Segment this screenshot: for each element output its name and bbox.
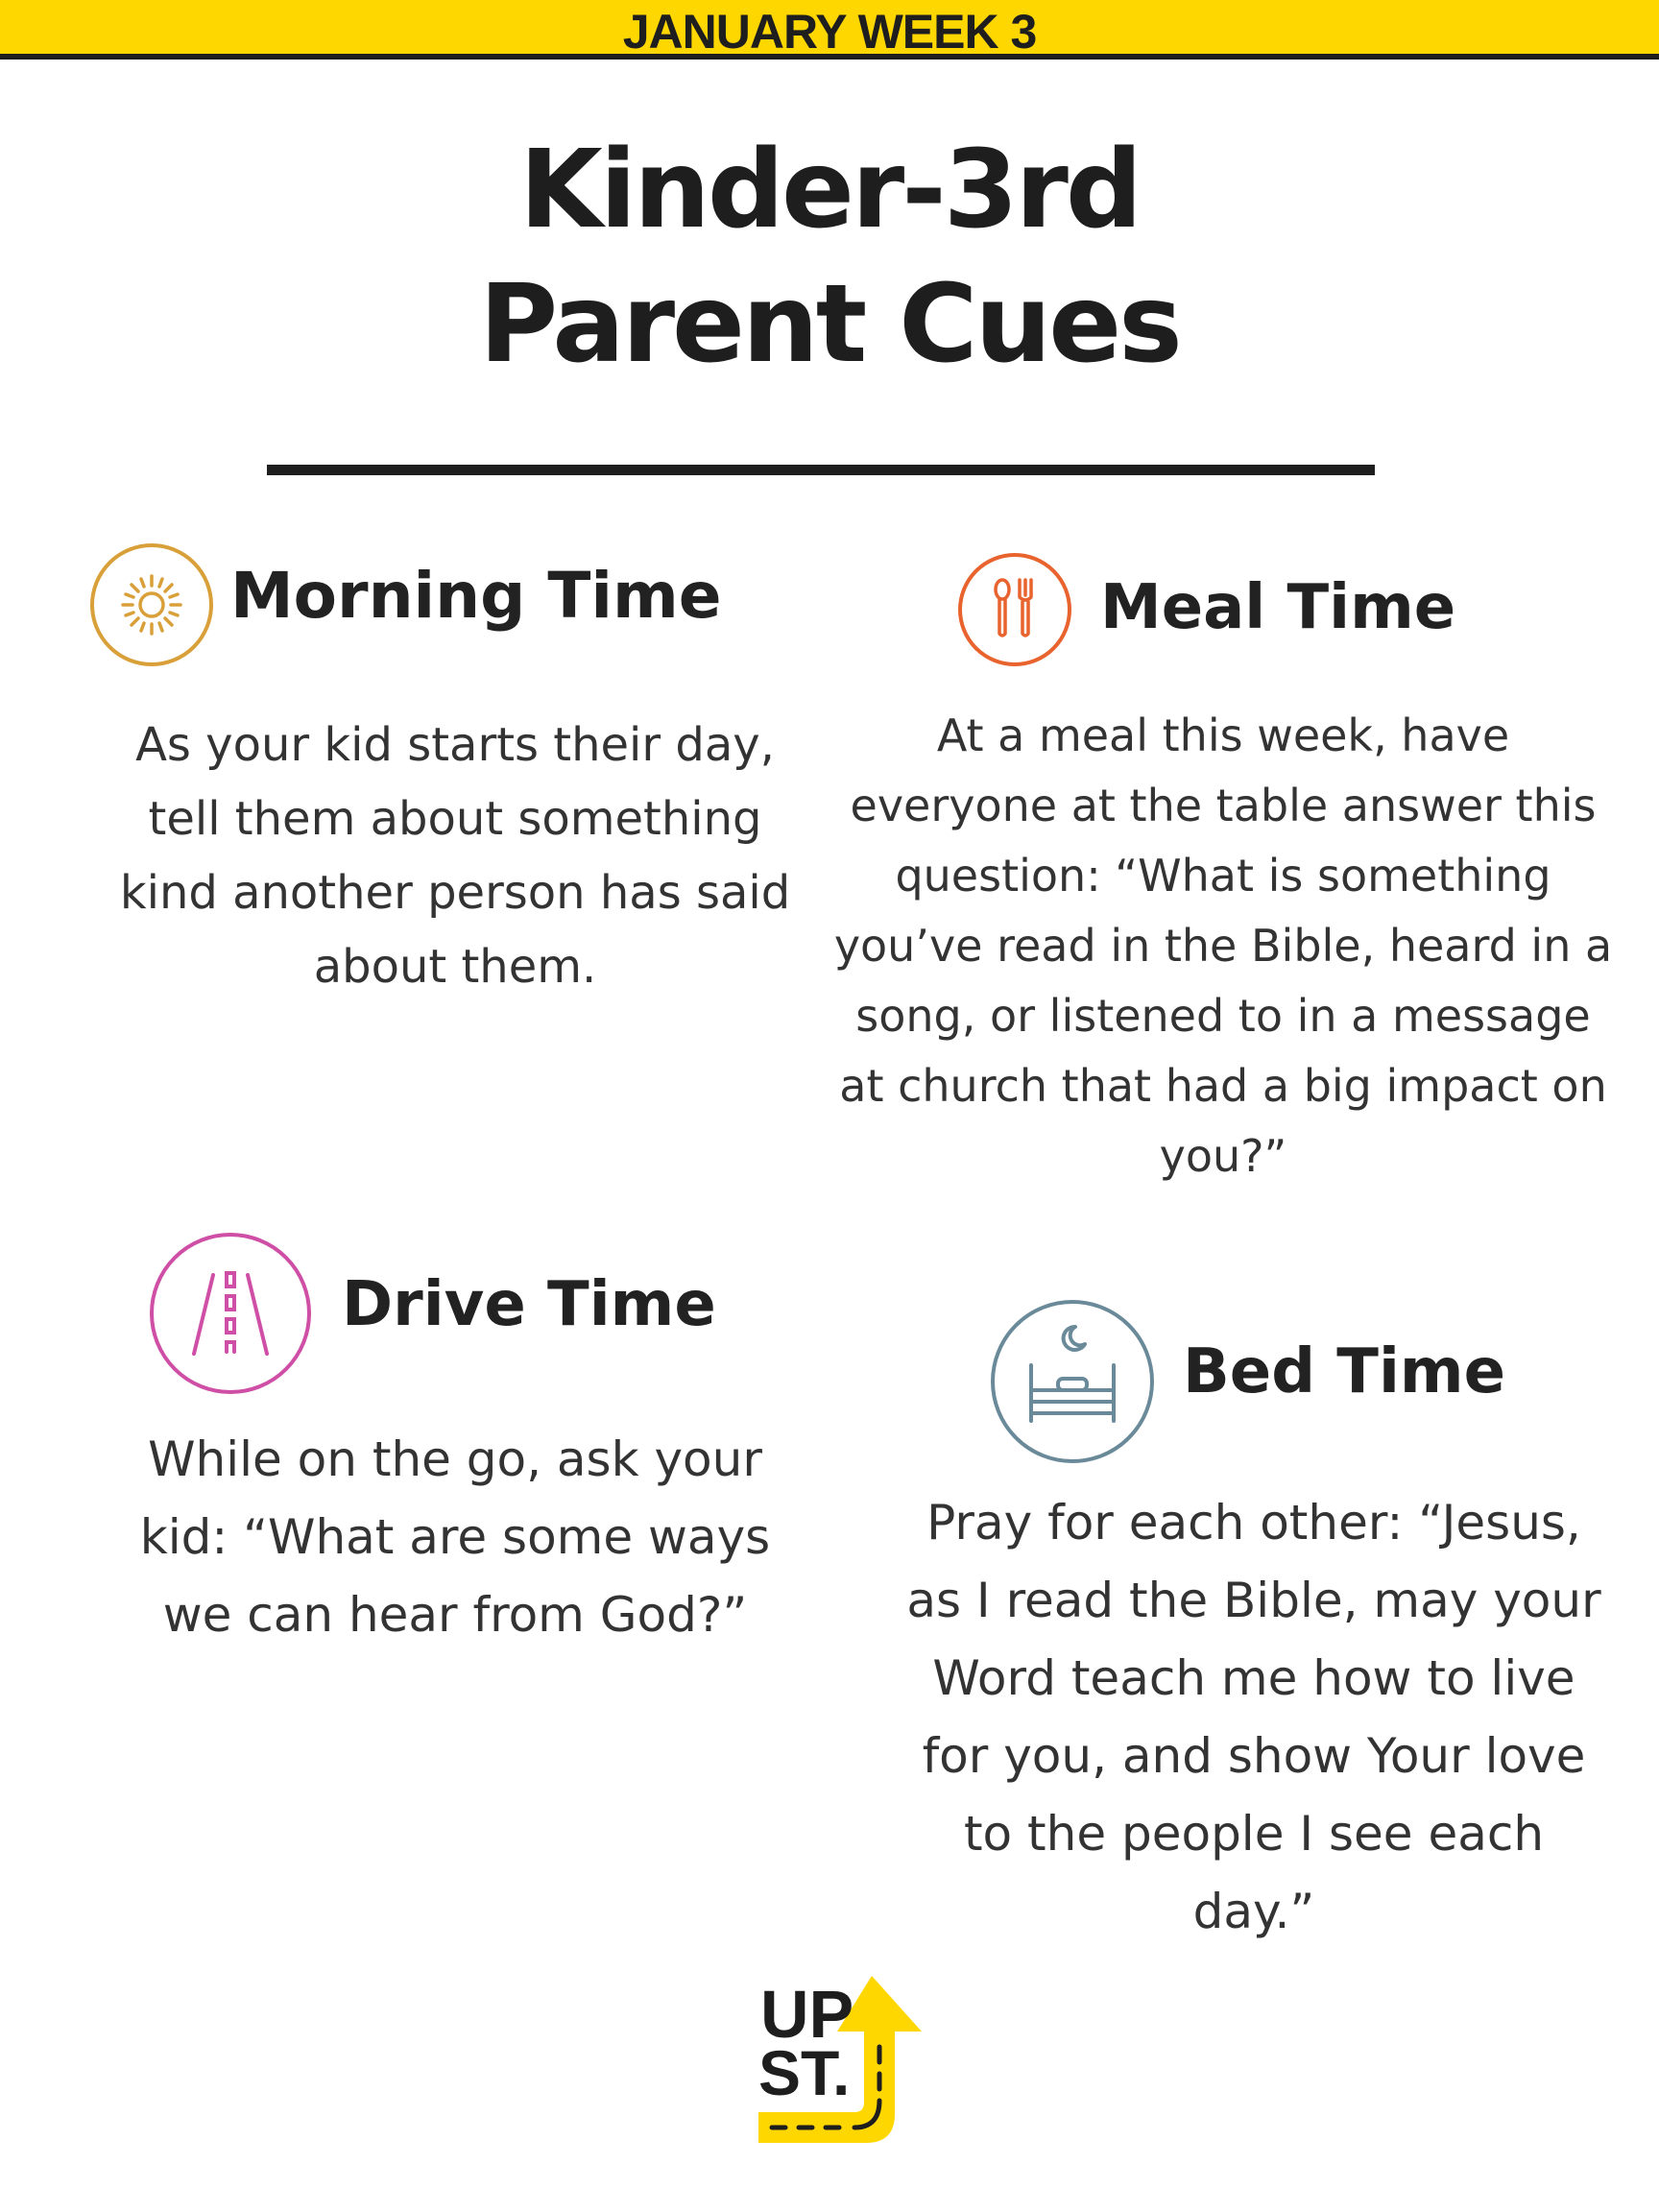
text-line: day.”	[1192, 1884, 1315, 1939]
page-title-line-1: Kinder-3rd	[518, 128, 1141, 252]
text-line: everyone at the table answer this	[850, 780, 1597, 831]
week-banner	[0, 0, 1659, 60]
page-title-line-2: Parent Cues	[479, 262, 1180, 387]
text-line: as I read the Bible, may your	[906, 1573, 1601, 1628]
upstreet-logo	[751, 1970, 931, 2149]
morning-time-heading: Morning Time	[230, 559, 722, 633]
morning-time-text	[88, 709, 822, 1004]
text-line: you’ve read in the Bible, heard in a	[833, 920, 1613, 972]
text-line: song, or listened to in a message	[855, 990, 1591, 1042]
text-line: for you, and show Your love	[922, 1728, 1586, 1784]
bed-icon	[989, 1298, 1156, 1465]
bed-time-heading: Bed Time	[1183, 1336, 1505, 1407]
utensils-icon	[956, 551, 1073, 668]
logo-text-up: UP	[760, 1977, 854, 2052]
meal-time-heading: Meal Time	[1100, 572, 1456, 643]
text-line: we can hear from God?”	[162, 1587, 748, 1643]
text-line: While on the go, ask your	[148, 1431, 762, 1487]
road-icon	[148, 1231, 313, 1396]
text-line: to the people I see each	[963, 1806, 1545, 1862]
logo-text-st: ST.	[758, 2037, 851, 2108]
text-line: at church that had a big impact on	[839, 1060, 1607, 1112]
text-line: At a meal this week, have	[936, 709, 1510, 761]
text-line: kind another person has said	[119, 866, 791, 920]
text-line: Word teach me how to live	[932, 1650, 1575, 1706]
text-line: question: “What is something	[895, 850, 1551, 902]
text-line: As your kid starts their day,	[135, 718, 775, 772]
text-line: kid: “What are some ways	[139, 1509, 771, 1565]
text-line: tell them about something	[148, 792, 762, 846]
title-divider	[267, 465, 1375, 475]
text-line: you?”	[1159, 1130, 1287, 1182]
text-line: Pray for each other: “Jesus,	[926, 1495, 1581, 1551]
bed-time-text	[841, 1484, 1659, 1951]
drive-time-heading: Drive Time	[342, 1269, 716, 1340]
drive-time-text	[88, 1421, 822, 1654]
sun-icon	[88, 541, 215, 668]
text-line: about them.	[313, 940, 597, 994]
meal-time-text	[822, 701, 1624, 1191]
week-banner-text: JANUARY WEEK 3	[622, 5, 1037, 59]
